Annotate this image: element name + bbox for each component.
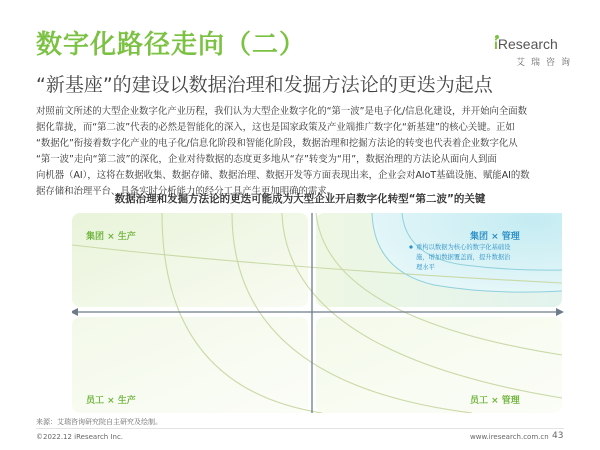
annotation-line: 重构以数据为核心的数字化基础设 <box>416 244 511 251</box>
quadrant-label-bottom-left: 员工 × 生产 <box>86 396 136 406</box>
page-title: 数字化路径走向（二） <box>36 30 307 60</box>
website-link[interactable]: www.iresearch.com.cn <box>470 433 549 441</box>
body-line: 向机器（AI），这将在数据收集、数据存储、数据治理、数据开发等方面表现出来，企业会对AIoT基础设施、赋能AI的数 <box>36 170 530 181</box>
source-note: 来源：艾瑞咨询研究院自主研究及绘制。 <box>36 418 162 426</box>
iresearch-logo <box>494 36 584 70</box>
body-line: 对照前文所述的大型企业数字化产业历程，我们认为大型企业数字化的“第一波”是电子化/信息化建设，并开始向全面数 <box>36 106 528 117</box>
page-subtitle: “新基座”的建设以数据治理和发掘方法论的更迭为起点 <box>36 74 493 96</box>
copyright: ©2022.12 iResearch Inc. <box>36 433 124 441</box>
quadrant-label-top-left: 集团 × 生产 <box>86 232 136 242</box>
x-axis-arrow-left-icon <box>72 308 78 316</box>
body-line: 据化靠拢，而“第二波”代表的必然是智能化的深入，这也是国家政策及产业端推广数字化“新基建”的核心关键。正如 <box>36 122 515 133</box>
body-line: “第一波”走向“第二波”的深化，企业对待数据的态度更多地从“存”转变为“用”，数据治理的方法论从面向人到面 <box>36 154 497 165</box>
logo-cn: 艾瑞咨询 <box>516 57 577 67</box>
page-number: 43 <box>552 431 564 441</box>
body-paragraph <box>36 104 564 200</box>
quadrant-bottom-right <box>316 317 562 413</box>
body-line: 据存储和治理平台、具备实时分析能力的经分工具产生更加明确的需求。 <box>36 186 337 197</box>
quadrant-top-left <box>72 213 308 307</box>
annotation-line: 理水平 <box>416 264 435 271</box>
x-axis-arrow-icon <box>556 308 564 316</box>
quadrant-svg <box>72 213 572 413</box>
quadrant-label-bottom-right: 员工 × 管理 <box>470 396 520 406</box>
logo-brand <box>494 36 558 52</box>
body-line: “数据化”衔接着数字化产业的电子化/信息化阶段和智能化阶段，数据治理和挖掘方法论的转变也代表着企业数字化从 <box>36 138 518 149</box>
quadrant-figure <box>72 213 572 413</box>
annotation-line: 施，增加数据覆盖面，提升数据治 <box>416 254 511 261</box>
annotation-bullet-icon <box>409 245 412 248</box>
figure-title: 数据治理和发掘方法论的更迭可能成为大型企业开启数字化转型“第二波”的关键 <box>114 193 486 205</box>
logo-brand-main: Research <box>497 36 558 52</box>
footer-divider <box>36 428 564 429</box>
logo-brand-prefix: i <box>494 36 498 52</box>
quadrant-label-top-right: 集团 × 管理 <box>470 232 520 242</box>
